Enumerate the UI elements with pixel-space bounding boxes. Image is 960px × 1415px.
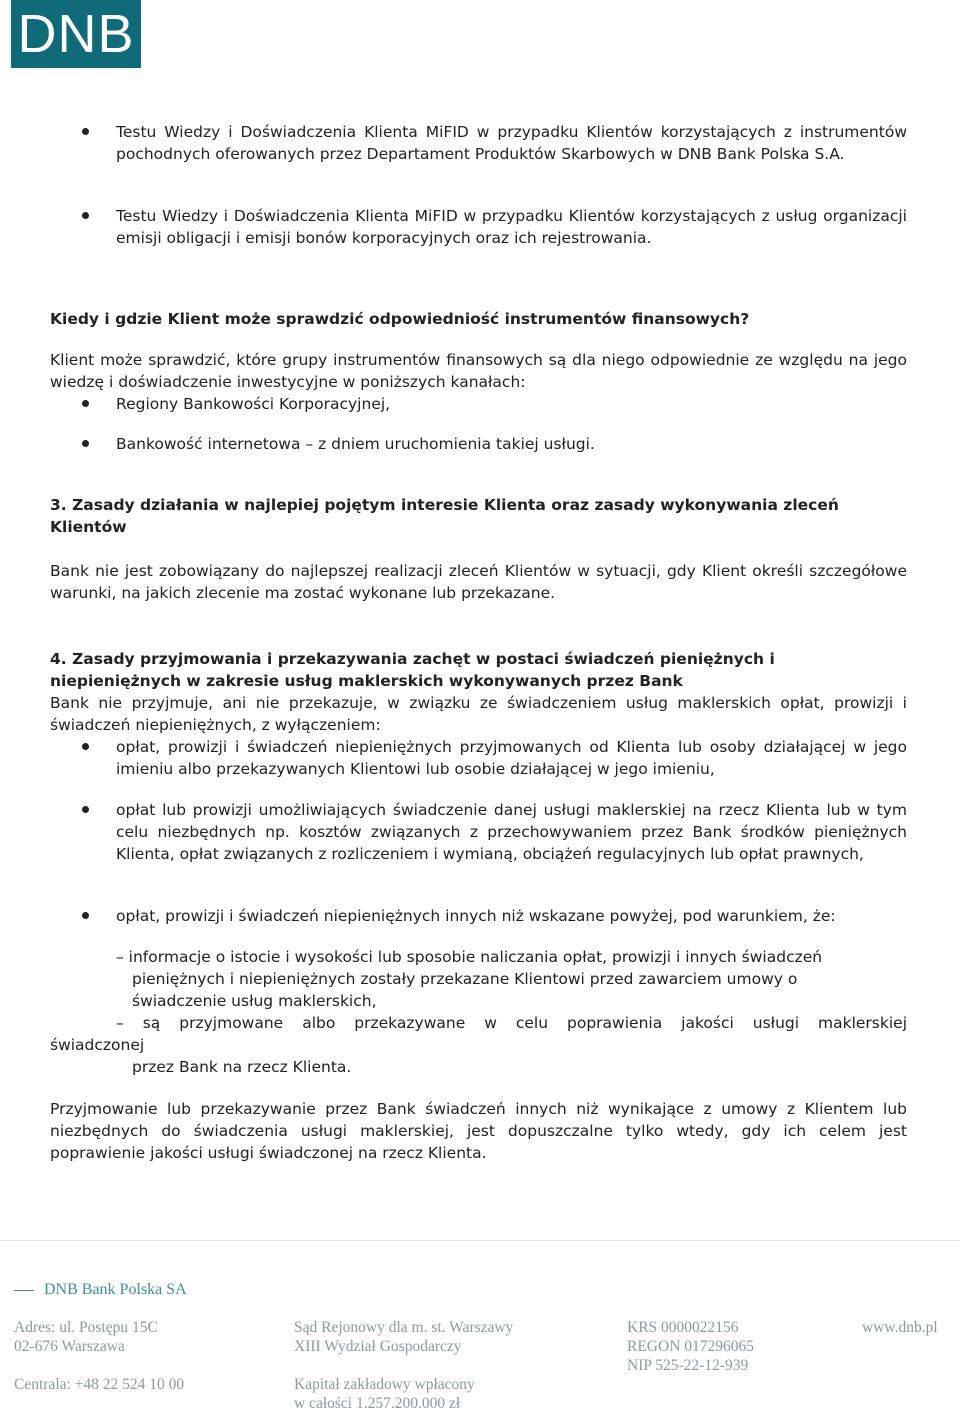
footer-krs: KRS 0000022156 [627,1319,739,1336]
bullet-icon [82,128,89,135]
dash-item-continuation: świadczonej [50,1036,145,1054]
footer-address-line: 02-676 Warszawa [14,1338,125,1355]
bullet-icon [82,912,89,919]
paragraph: Klient może sprawdzić, które grupy instrumentów finansowych są dla niego odpowiednie ze względu na jego wiedzę i doświadczenie inwestycyjne w poniższych kanałach: [50,351,907,391]
bullet-icon [82,743,89,750]
paragraph: Bank nie jest zobowiązany do najlepszej realizacji zleceń Klientów w sytuacji, gdy Klient określi szczegółowe warunki, na jakich zlecenie ma zostać wykonane lub przekazane. [50,562,907,602]
footer-brand: DNB Bank Polska SA [14,1280,187,1299]
list-item: Regiony Bankowości Korporacyjnej, [116,395,391,413]
footer-address-line: Adres: ul. Postępu 15C [14,1319,158,1336]
list-item: Bankowość internetowa – z dniem uruchomienia takiej usługi. [116,435,595,453]
dnb-logo [11,0,141,68]
footer-capital: w całości 1.257.200.000 zł [294,1395,461,1412]
list-item: opłat, prowizji i świadczeń niepieniężnych przyjmowanych od Klienta lub osoby działającej w jego imieniu albo przekazywanych Klientowi lub osobie działającej w jego imieniu, [116,738,907,778]
dash-item-continuation: przez Bank na rzecz Klienta. [132,1058,352,1076]
paragraph: Przyjmowanie lub przekazywanie przez Bank świadczeń innych niż wynikające z umowy z Klientem lub niezbędnych do świadczenia usługi maklerskiej, jest dopuszczalne tylko wtedy, gdy ich celem jest poprawienie jakości usługi świadczonej na rzecz Klienta. [50,1100,907,1162]
dash-item: – są przyjmowane albo przekazywane w celu poprawienia jakości usługi maklerskiej [116,1014,907,1032]
section-heading: 4. Zasady przyjmowania i przekazywania zachęt w postaci świadczeń pieniężnych i niepieniężnych w zakresie usług maklerskich wykonywanych przez Bank [50,650,775,690]
footer-nip: NIP 525-22-12-939 [627,1357,749,1374]
logo-text: DNB [17,4,135,64]
bullet-icon [82,400,89,407]
footer-website-link[interactable]: www.dnb.pl [862,1319,938,1336]
section-heading: Kiedy i gdzie Klient może sprawdzić odpowiedniość instrumentów finansowych? [50,310,750,328]
footer-regon: REGON 017296065 [627,1338,755,1355]
bullet-icon [82,212,89,219]
dash-item: – informacje o istocie i wysokości lub sposobie naliczania opłat, prowizji i innych świadczeń pieniężnych i niepieniężnych zostały przekazane Klientowi przed zawarciem umowy o świadczenie usług maklerskich, [116,948,823,1010]
list-item: Testu Wiedzy i Doświadczenia Klienta MiFID w przypadku Klientów korzystających z instrumentów pochodnych oferowanych przez Departament Produktów Skarbowych w DNB Bank Polska S.A. [116,123,907,163]
footer-court: Sąd Rejonowy dla m. st. Warszawy [294,1319,514,1336]
footer-phone: Centrala: +48 22 524 10 00 [14,1376,185,1393]
list-item: Testu Wiedzy i Doświadczenia Klienta MiFID w przypadku Klientów korzystających z usług organizacji emisji obligacji i emisji bonów korporacyjnych oraz ich rejestrowania. [116,207,907,247]
section-heading: 3. Zasady działania w najlepiej pojętym interesie Klienta oraz zasady wykonywania zleceń Klientów [50,496,839,536]
bullet-icon [82,806,89,813]
footer-capital: Kapitał zakładowy wpłacony [294,1376,475,1393]
footer-divider [0,1240,960,1241]
list-item: opłat lub prowizji umożliwiających świadczenie danej usługi maklerskiej na rzecz Klienta lub w tym celu niezbędnych np. kosztów związanych z przechowywaniem przez Bank środków pieniężnych Klienta, opłat związanych z rozliczeniem i wymianą, obciążeń regulacyjnych lub opłat prawnych, [116,801,907,863]
footer-court: XIII Wydział Gospodarczy [294,1338,462,1355]
list-item: opłat, prowizji i świadczeń niepieniężnych innych niż wskazane powyżej, pod warunkiem, że: [116,907,836,925]
paragraph: Bank nie przyjmuje, ani nie przekazuje, w związku ze świadczeniem usług maklerskich opłat, prowizji i świadczeń niepieniężnych, z wyłączeniem: [50,694,907,734]
bullet-icon [82,440,89,447]
